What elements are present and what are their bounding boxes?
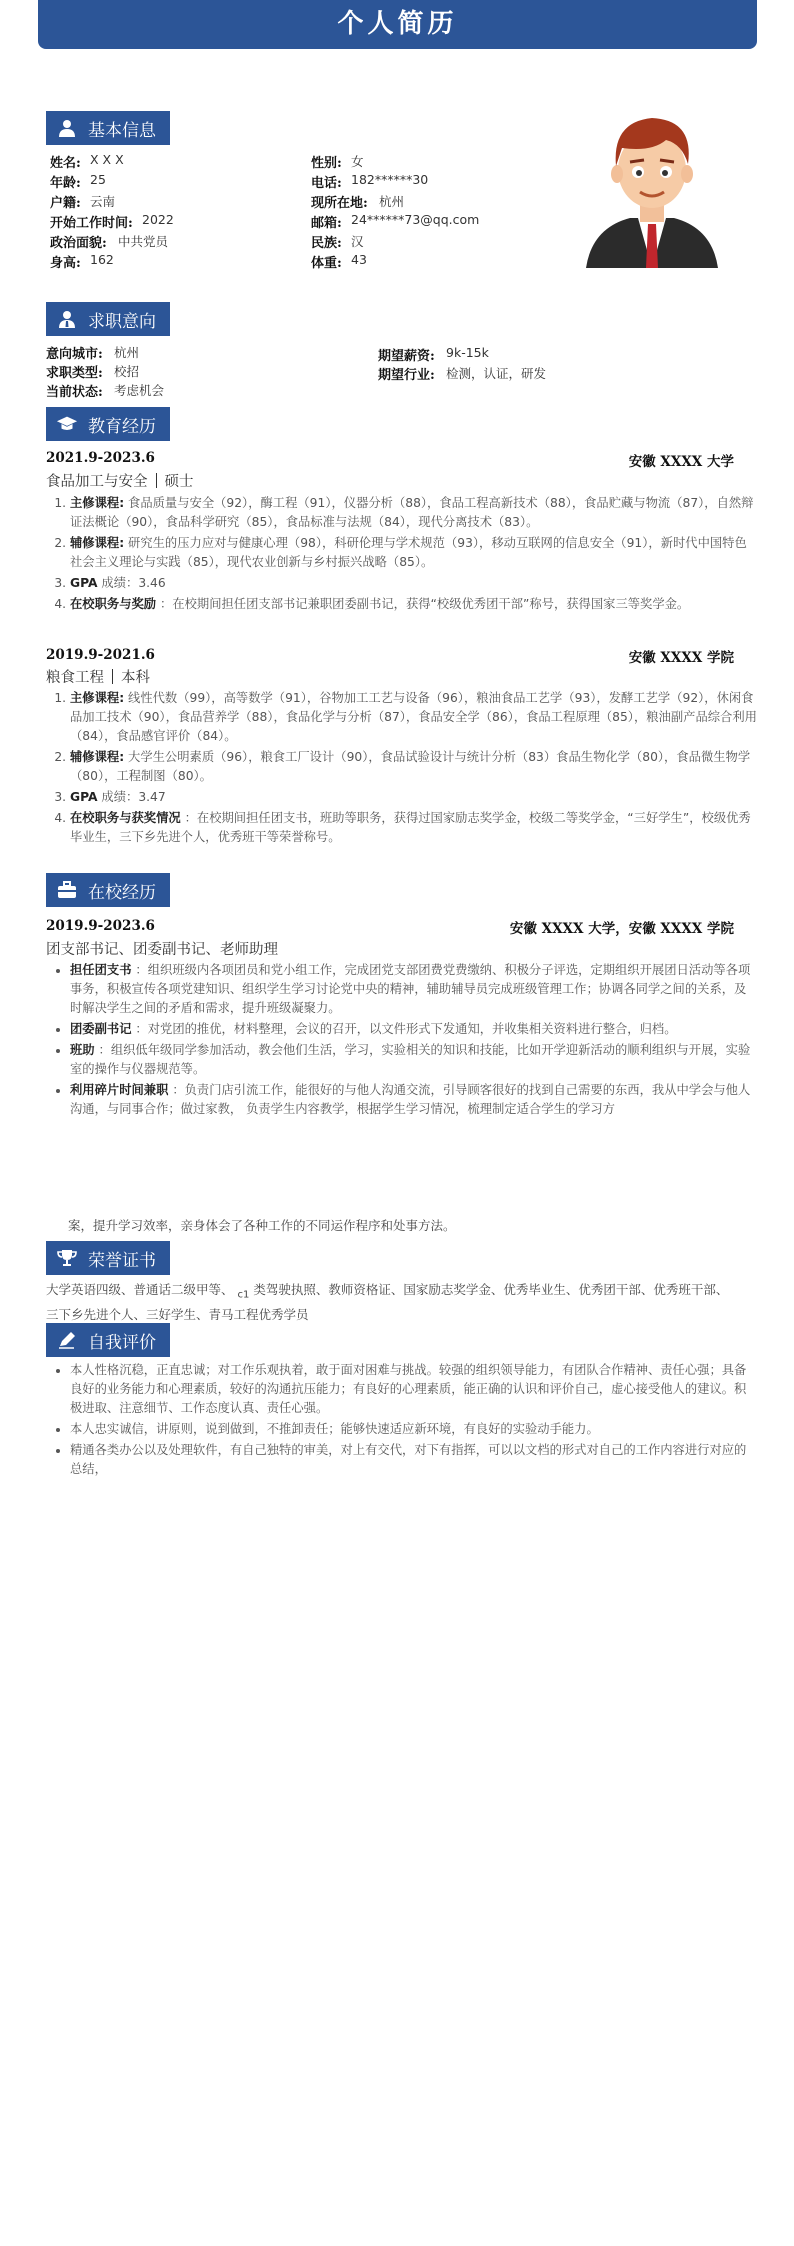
graduation-cap-icon (56, 413, 78, 435)
info-row (311, 192, 405, 211)
item-text: ：组织低年级同学参加活动，教会他们生活，学习，实验相关的知识和技能，比如开学迎新活动的顺利组织与开展，实验室的操作与仪器规范等。 (70, 1043, 751, 1076)
item-text: 成绩：3.47 (101, 790, 166, 804)
info-row (311, 172, 429, 191)
item-text: ：在校期间担任团支部书记兼职团委副书记，获得“校级优秀团干部”称号，获得国家三等奖学金。 (160, 597, 690, 611)
item-label: 辅修课程: (70, 750, 125, 764)
list-item (70, 809, 758, 847)
campus-roles: 团支部书记、团委副书记、老师助理 (46, 942, 278, 958)
campus-list (46, 961, 758, 1121)
section-title: 自我评价 (88, 1332, 156, 1353)
campus-date: 2019.9-2023.6 (46, 918, 155, 934)
item-label: 团委副书记 (70, 1022, 132, 1036)
item-text: 大学生公明素质（96），粮食工厂设计（90），食品试验设计与统计分析（83）食品生物化学（80），食品微生物学（80），工程制图（80）。 (70, 750, 751, 783)
info-row (50, 172, 106, 191)
campus-school: 安徽 XXXX 大学，安徽 XXXX 学院 (509, 921, 734, 937)
item-label: GPA (70, 576, 98, 590)
info-value: 杭州 (379, 194, 405, 209)
info-label: 民族: (311, 236, 342, 251)
resume-title: 个人简历 (38, 0, 757, 49)
info-row (311, 232, 364, 251)
edu-school: 安徽 XXXX 大学 (628, 454, 734, 470)
info-value: 24******73@qq.com (351, 212, 480, 227)
edu-school: 安徽 XXXX 学院 (628, 650, 734, 666)
info-value: 182******30 (351, 172, 429, 187)
self-eval-item: • 精通各类办公以及处理软件，有自己独特的审美，对上有交代，对下有指挥，可以以文档的形式对自己的工作内容进行对应的总结， (70, 1441, 758, 1479)
list-item (70, 788, 758, 807)
section-title: 荣誉证书 (88, 1250, 156, 1271)
info-label: 期望行业: (378, 368, 435, 383)
item-text: ：对党团的推优，材料整理，会议的召开，以文件形式下发通知，并收集相关资料进行整合，归档。 (135, 1022, 677, 1036)
info-row (46, 362, 140, 381)
info-row (311, 252, 367, 271)
edu-date: 2021.9-2023.6 (46, 450, 155, 466)
info-row (311, 212, 480, 231)
info-row (378, 364, 547, 383)
info-value: 43 (351, 252, 367, 267)
info-label: 意向城市: (46, 347, 103, 362)
campus-continuation: 案，提升学习效率，亲身体会了各种工作的不同运作程序和处事方法。 (68, 1218, 456, 1233)
info-row (46, 381, 165, 400)
item-text: 线性代数（99），高等数学（91），谷物加工工艺与设备（96），粮油食品工艺学（93），发酵工艺学（92），休闲食品加工技术（90），食品营养学（88），食品化学与分析（87），食品安全学（86），食品工程原理（85），粮油副产品综合利用（84），食品感官评价（84）。 (70, 691, 757, 743)
section-title: 教育经历 (88, 416, 156, 437)
info-label: 户籍: (50, 196, 81, 211)
list-item (70, 595, 758, 614)
info-label: 体重: (311, 256, 342, 271)
trophy-icon (56, 1247, 78, 1269)
info-row (50, 232, 169, 251)
info-label: 期望薪资: (378, 349, 435, 364)
info-row (50, 252, 114, 271)
user-icon (56, 117, 78, 139)
info-label: 电话: (311, 176, 342, 191)
list-item (70, 961, 758, 1018)
edu-list (46, 689, 758, 849)
item-label: 主修课程: (70, 691, 125, 705)
list-item (70, 1081, 758, 1119)
info-label: 开始工作时间: (50, 216, 133, 231)
info-value: 162 (90, 252, 114, 267)
edu-major: 粮食工程 本科 (46, 670, 150, 686)
item-label: 利用碎片时间兼职 (70, 1083, 169, 1097)
item-text: ：负责门店引流工作，能很好的与他人沟通交流，引导顾客很好的找到自己需要的东西，我从中学会与他人沟通，与同事合作；做过家教， 负责学生内容教学，根据学生学习情况，梳理制定适合学生的学习方 (70, 1083, 751, 1116)
info-row (46, 343, 140, 362)
info-label: 性别: (311, 156, 342, 171)
info-value: 杭州 (114, 345, 140, 360)
section-header-honors (46, 1241, 170, 1275)
item-label: 辅修课程: (70, 536, 125, 550)
info-label: 身高: (50, 256, 81, 271)
list-item (70, 689, 758, 746)
edu-major: 食品加工与安全 硕士 (46, 474, 194, 490)
item-text: ：组织班级内各项团员和党小组工作，完成团党支部团费党费缴纳、积极分子评选，定期组织开展团日活动等各项事务，积极宣传各项党建知识、组织学生学习讨论党中央的精神，辅助辅导员完成班级管理工作；协调各同学之间的关系，及时解决学生之间的矛盾和需求，提升班级凝聚力。 (70, 963, 751, 1015)
item-label: 在校职务与奖励 (70, 597, 157, 611)
info-row (378, 345, 489, 364)
info-value: X X X (90, 152, 124, 167)
section-header-intent (46, 302, 170, 336)
briefcase-icon (56, 879, 78, 901)
info-label: 姓名: (50, 156, 81, 171)
edu-date: 2019.9-2021.6 (46, 647, 155, 663)
list-item (70, 1020, 758, 1039)
info-value: 中共党员 (118, 234, 169, 249)
info-value: 女 (351, 154, 364, 169)
list-item (70, 748, 758, 786)
section-header-basic (46, 111, 170, 145)
info-row (50, 152, 124, 171)
info-row (50, 212, 174, 231)
self-eval-item: • 本人性格沉稳，正直忠诚；对工作乐观执着，敢于面对困难与挑战。较强的组织领导能力，有团队合作精神、责任心强；具备良好的业务能力和心理素质，较好的沟通抗压能力；有良好的心理素质，能正确的认识和评价自己，虚心接受他人的建议。积极进取、注意细节、工作态度认真、责任心强。 (70, 1361, 758, 1418)
info-value: 9k-15k (446, 345, 489, 360)
info-label: 现所在地: (311, 196, 368, 211)
info-value: 2022 (142, 212, 174, 227)
list-item (70, 494, 758, 532)
avatar (582, 100, 722, 268)
section-title: 基本信息 (88, 120, 156, 141)
info-label: 年龄: (50, 176, 81, 191)
item-label: 在校职务与获奖情况 (70, 811, 181, 825)
item-text: 食品质量与安全（92），酶工程（91），仪器分析（88），食品工程高新技术（88），食品贮藏与物流（87），自然辩证法概论（90），食品科学研究（85），食品标准与法规（84），现代分离技术（83）。 (70, 496, 754, 529)
list-item (70, 534, 758, 572)
item-label: GPA (70, 790, 98, 804)
section-header-self (46, 1323, 170, 1357)
edu-list (46, 494, 758, 616)
info-value: 校招 (114, 364, 140, 379)
item-text: 成绩：3.46 (101, 576, 166, 590)
job-seeker-icon (56, 308, 78, 330)
item-label: 担任团支书 (70, 963, 132, 977)
section-title: 在校经历 (88, 882, 156, 903)
info-label: 邮箱: (311, 216, 342, 231)
info-row (50, 192, 116, 211)
section-header-education (46, 407, 170, 441)
info-row (311, 152, 364, 171)
item-text: ：在校期间担任团支书，班助等职务，获得过国家励志奖学金，校级二等奖学金，“三好学生”，校级优秀毕业生，三下乡先进个人，优秀班干等荣誉称号。 (70, 811, 751, 844)
info-value: 汉 (351, 234, 364, 249)
info-value: 25 (90, 172, 106, 187)
info-label: 当前状态: (46, 385, 103, 400)
info-label: 求职类型: (46, 366, 103, 381)
list-item (70, 574, 758, 593)
honors-text: 大学英语四级、普通话二级甲等、 $_{c1}$ 类驾驶执照、教师资格证、国家励志奖学金、优秀毕业生、优秀团干部、优秀班干部、三下乡先进个人、三好学生、青马工程优秀学员 (46, 1282, 729, 1322)
pen-icon (56, 1329, 78, 1351)
self-list (46, 1361, 758, 1481)
info-label: 政治面貌: (50, 236, 107, 251)
item-label: 主修课程: (70, 496, 125, 510)
list-item (70, 1041, 758, 1079)
item-label: 班助 (70, 1043, 95, 1057)
section-title: 求职意向 (88, 311, 156, 332)
info-value: 考虑机会 (114, 383, 165, 398)
item-text: 研究生的压力应对与健康心理（98），科研伦理与学术规范（93），移动互联网的信息安全（91），新时代中国特色社会主义理论与实践（85），现代农业创新与乡村振兴战略（85）。 (70, 536, 747, 569)
info-value: 云南 (90, 194, 116, 209)
info-value: 检测，认证，研发 (446, 366, 547, 381)
section-header-campus (46, 873, 170, 907)
self-eval-item: • 本人忠实诚信，讲原则，说到做到，不推卸责任；能够快速适应新环境，有良好的实验动手能力。 (70, 1420, 758, 1439)
